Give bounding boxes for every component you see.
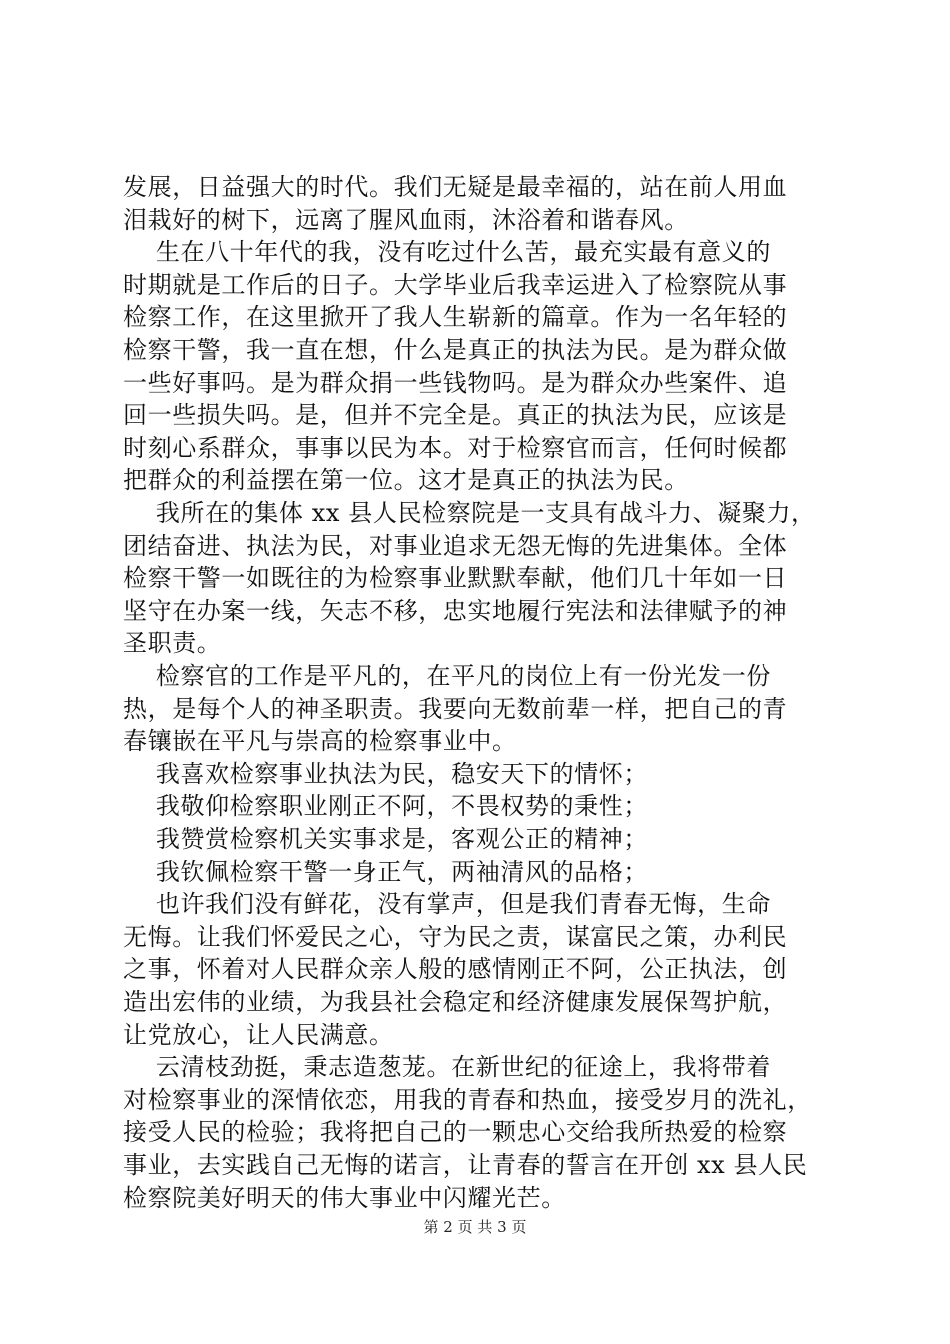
text-line: 无悔。让我们怀爱民之心，守为民之责，谋富民之策，办利民 bbox=[123, 923, 788, 951]
text-line: 回一些损失吗。是，但并不完全是。真正的执法为民，应该是 bbox=[123, 401, 788, 429]
text-line: 坚守在办案一线，矢志不移，忠实地履行宪法和法律赋予的神 bbox=[123, 597, 788, 625]
text-line: 热，是每个人的神圣职责。我要向无数前辈一样，把自己的青 bbox=[123, 695, 788, 723]
text-line: 检察干警，我一直在想，什么是真正的执法为民。是为群众做 bbox=[123, 336, 788, 364]
text-line: 我喜欢检察事业执法为民，稳安天下的情怀； bbox=[123, 760, 648, 788]
page-footer: 第 2 页 共 3 页 bbox=[423, 1218, 527, 1236]
text-line: 让党放心，让人民满意。 bbox=[123, 1021, 394, 1049]
text-line: 也许我们没有鲜花，没有掌声，但是我们青春无悔，生命 bbox=[123, 890, 771, 918]
text-line: 对检察事业的深情依恋，用我的青春和热血，接受岁月的洗礼， bbox=[123, 1086, 812, 1114]
text-line: 一些好事吗。是为群众捐一些钱物吗。是为群众办些案件、追 bbox=[123, 369, 788, 397]
text-line: 检察干警一如既往的为检察事业默默奉献，他们几十年如一日 bbox=[123, 564, 788, 592]
text-line: 发展，日益强大的时代。我们无疑是最幸福的，站在前人用血 bbox=[123, 173, 788, 201]
text-line: 云清枝劲挺，秉志造葱茏。在新世纪的征途上，我将带着 bbox=[123, 1053, 771, 1081]
text-line: 团结奋进、执法为民，对事业追求无怨无悔的先进集体。全体 bbox=[123, 532, 788, 560]
text-line: 时刻心系群众，事事以民为本。对于检察官而言，任何时候都 bbox=[123, 434, 788, 462]
text-line: 我敬仰检察职业刚正不阿，不畏权势的秉性； bbox=[123, 792, 648, 820]
text-line: 检察院美好明天的伟大事业中闪耀光芒。 bbox=[123, 1184, 566, 1212]
text-line: 我赞赏检察机关实事求是，客观公正的精神； bbox=[123, 825, 648, 853]
text-line: 春镶嵌在平凡与崇高的检察事业中。 bbox=[123, 727, 517, 755]
text-line: 把群众的利益摆在第一位。这才是真正的执法为民。 bbox=[123, 466, 689, 494]
text-line: 接受人民的检验；我将把自己的一颗忠心交给我所热爱的检察 bbox=[123, 1118, 788, 1146]
text-line: 事业，去实践自己无悔的诺言，让青春的誓言在开创 xx 县人民 bbox=[123, 1151, 808, 1179]
text-line: 圣职责。 bbox=[123, 629, 222, 657]
text-line: 我所在的集体 xx 县人民检察院是一支具有战斗力、凝聚力， bbox=[123, 499, 816, 527]
text-line: 我钦佩检察干警一身正气，两袖清风的品格； bbox=[123, 858, 648, 886]
text-line: 生在八十年代的我，没有吃过什么苦，最充实最有意义的 bbox=[123, 238, 771, 266]
text-line: 造出宏伟的业绩，为我县社会稳定和经济健康发展保驾护航， bbox=[123, 988, 788, 1016]
text-line: 之事，怀着对人民群众亲人般的感情刚正不阿，公正执法，创 bbox=[123, 955, 788, 983]
text-line: 时期就是工作后的日子。大学毕业后我幸运进入了检察院从事 bbox=[123, 271, 788, 299]
text-line: 检察官的工作是平凡的，在平凡的岗位上有一份光发一份 bbox=[123, 662, 771, 690]
text-line: 检察工作，在这里掀开了我人生崭新的篇章。作为一名年轻的 bbox=[123, 303, 788, 331]
text-line: 泪栽好的树下，远离了腥风血雨，沐浴着和谐春风。 bbox=[123, 206, 689, 234]
